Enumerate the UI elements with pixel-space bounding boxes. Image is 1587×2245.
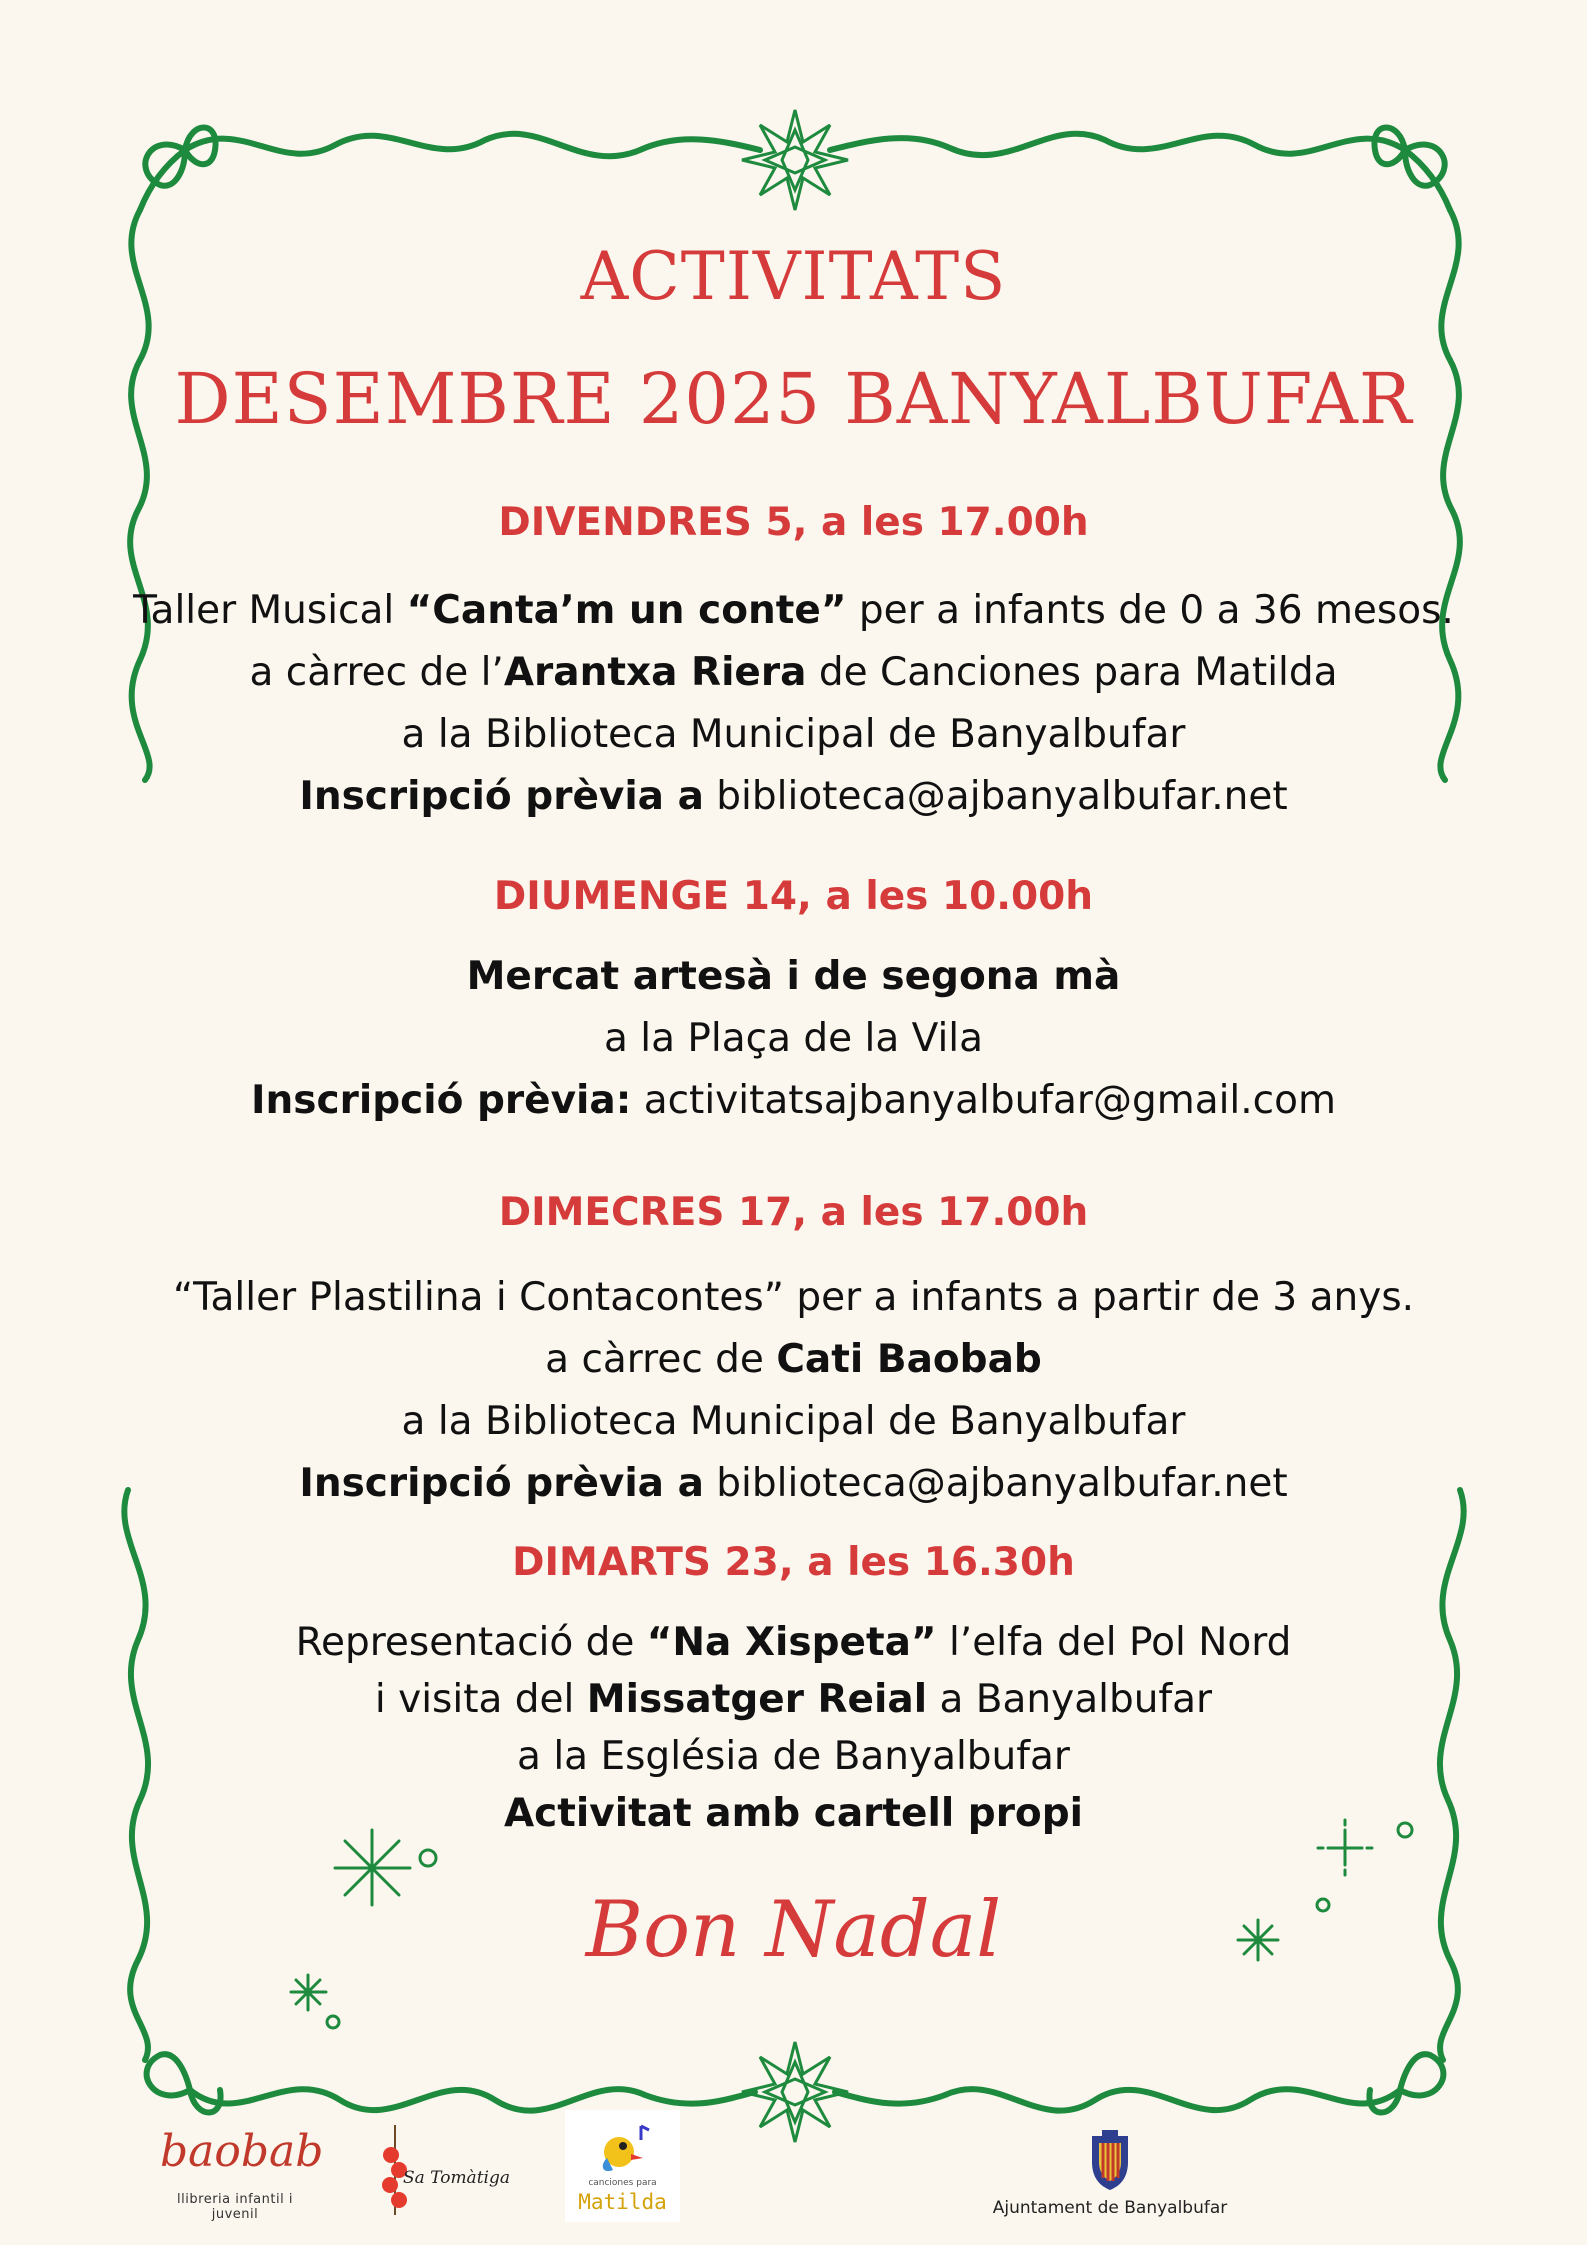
event-location: a la Església de Banyalbufar — [517, 1734, 1070, 1779]
market-name: Mercat artesà i de segona mà — [466, 954, 1121, 999]
event-4 — [0, 1538, 1587, 1842]
text: i visita del — [374, 1677, 587, 1722]
ajuntament-name: Ajuntament de Banyalbufar — [992, 2198, 1228, 2218]
greeting: Bon Nadal — [585, 1885, 1002, 1975]
event-note — [0, 1785, 1587, 1842]
event-date: DIMECRES 17, a les 17.00h — [498, 1190, 1089, 1235]
baobab-caption: llibreria infantil i juvenil — [177, 2192, 293, 2222]
baobab-logo — [160, 2112, 324, 2232]
ajuntament-logo — [980, 2128, 1240, 2228]
event-registration — [0, 1453, 1587, 1515]
text: Taller Musical — [133, 588, 407, 633]
registration-label: Inscripció prèvia a — [299, 774, 704, 819]
matilda-subtitle: canciones para — [588, 2178, 657, 2188]
tomatiga-logo — [375, 2120, 515, 2230]
text: a Banyalbufar — [927, 1677, 1213, 1722]
event-registration — [0, 766, 1587, 828]
registration-email[interactable]: biblioteca@ajbanyalbufar.net — [703, 774, 1288, 819]
event-description — [0, 1614, 1587, 1671]
event-3 — [0, 1188, 1587, 1515]
registration-email[interactable]: biblioteca@ajbanyalbufar.net — [703, 1461, 1288, 1506]
event-location: a la Biblioteca Municipal de Banyalbufar — [401, 712, 1186, 757]
workshop-name: “Canta’m un conte” — [406, 588, 847, 633]
event-date: DIVENDRES 5, a les 17.00h — [498, 500, 1089, 545]
text: l’elfa del Pol Nord — [936, 1620, 1292, 1665]
bird-icon — [593, 2118, 653, 2178]
registration-label: Inscripció prèvia a — [299, 1461, 704, 1506]
show-name: “Na Xispeta” — [646, 1620, 937, 1665]
event-location: a la Plaça de la Vila — [603, 1016, 984, 1061]
registration-label: Inscripció prèvia: — [251, 1078, 632, 1123]
event-description — [0, 946, 1587, 1008]
text: a càrrec de — [545, 1337, 777, 1382]
event-registration — [0, 1070, 1587, 1132]
event-date: DIMARTS 23, a les 16.30h — [512, 1540, 1075, 1585]
text: de Canciones para Matilda — [806, 650, 1338, 695]
coat-of-arms-icon — [1082, 2128, 1138, 2194]
visitor-name: Missatger Reial — [586, 1677, 928, 1722]
host-name: Arantxa Riera — [503, 650, 807, 695]
matilda-name: Matilda — [578, 2190, 667, 2214]
event-2 — [0, 872, 1587, 1132]
event-visit — [0, 1671, 1587, 1728]
event-host — [0, 642, 1587, 704]
event-location: a la Biblioteca Municipal de Banyalbufar — [401, 1399, 1186, 1444]
event-host — [0, 1329, 1587, 1391]
page-title-line2: DESEMBRE 2025 BANYALBUFAR — [174, 358, 1413, 440]
note-text: Activitat amb cartell propi — [503, 1791, 1084, 1836]
text: a càrrec de l’ — [249, 650, 504, 695]
event-date: DIUMENGE 14, a les 10.00h — [493, 874, 1094, 919]
tomatiga-name: Sa Tomàtiga — [403, 2168, 510, 2188]
event-description: “Taller Plastilina i Contacontes” per a infants a partir de 3 anys. — [172, 1275, 1415, 1320]
matilda-logo — [565, 2110, 680, 2222]
baobab-wordmark: baobab — [160, 2126, 324, 2177]
text: Representació de — [295, 1620, 647, 1665]
event-description — [0, 580, 1587, 642]
page-title-line1: ACTIVITATS — [580, 238, 1007, 315]
registration-email[interactable]: activitatsajbanyalbufar@gmail.com — [631, 1078, 1336, 1123]
host-name: Cati Baobab — [776, 1337, 1042, 1382]
text: per a infants de 0 a 36 mesos. — [846, 588, 1454, 633]
event-1 — [0, 498, 1587, 828]
